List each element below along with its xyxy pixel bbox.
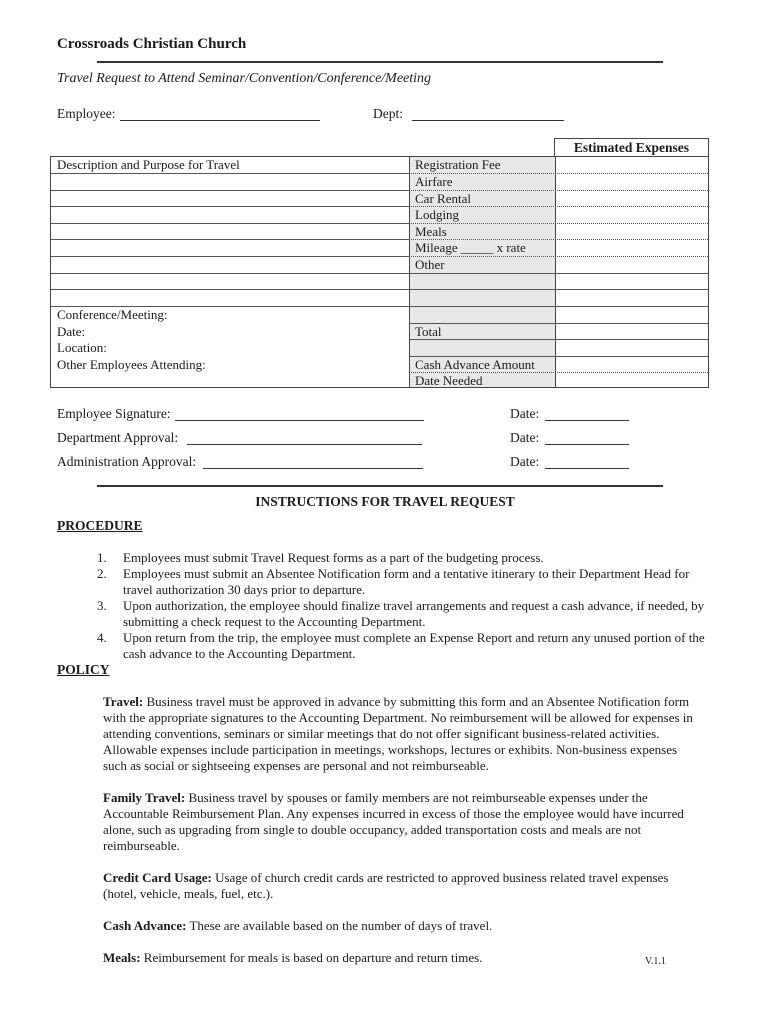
employee-signature-label: Employee Signature: xyxy=(57,406,171,421)
row-divider xyxy=(409,306,708,307)
policy-text: Usage of church credit cards are restricted to approved business related travel expenses (hotel, vehicle, meals, fuel, etc.). xyxy=(103,870,669,901)
procedure-heading: PROCEDURE xyxy=(57,518,143,533)
conference-label: Conference/Meeting: xyxy=(57,307,168,322)
row-divider xyxy=(51,289,409,290)
header-divider xyxy=(97,61,663,63)
list-item xyxy=(97,630,707,662)
expense-item: Other xyxy=(415,257,445,272)
location-label: Location: xyxy=(57,340,107,355)
row-divider xyxy=(51,256,409,257)
policy-label: Family Travel: xyxy=(103,790,186,805)
administration-approval-label: Administration Approval: xyxy=(57,454,197,469)
expense-item: Car Rental xyxy=(415,191,471,206)
list-number: 2. xyxy=(97,566,107,581)
list-item xyxy=(97,566,707,598)
row-divider xyxy=(409,273,708,274)
expense-item: Lodging xyxy=(415,207,460,222)
date-label: Date: xyxy=(510,454,540,469)
dept-label: Dept: xyxy=(373,106,403,121)
policy-meals xyxy=(103,950,623,966)
policy-label: Cash Advance: xyxy=(103,918,187,933)
expense-item: Mileage _____ x rate xyxy=(415,240,526,255)
policy-label: Travel: xyxy=(103,694,144,709)
dept-field[interactable] xyxy=(412,106,564,121)
list-item xyxy=(97,550,707,566)
list-text: Upon authorization, the employee should finalize travel arrangements and request a cash advance, if needed, by submitting a check request to the Accounting Department. xyxy=(123,598,705,629)
row-divider xyxy=(51,239,409,240)
date-label: Date: xyxy=(57,324,86,339)
department-approval-field[interactable] xyxy=(187,430,422,445)
row-divider xyxy=(409,323,708,324)
administration-approval-field[interactable] xyxy=(203,454,423,469)
policy-travel xyxy=(103,694,703,774)
other-employees-label: Other Employees Attending: xyxy=(57,357,206,372)
estimated-expenses-header: Estimated Expenses xyxy=(554,138,709,156)
list-text: Upon return from the trip, the employee must complete an Expense Report and return any unused portion of the cash advance to the Accounting Department. xyxy=(123,630,705,661)
cash-advance-label: Cash Advance Amount xyxy=(415,357,535,372)
list-number: 3. xyxy=(97,598,107,613)
expense-table xyxy=(50,138,709,388)
policy-label: Meals: xyxy=(103,950,141,965)
church-name: Crossroads Christian Church xyxy=(57,36,247,52)
date-label: Date: xyxy=(510,430,540,445)
column-divider xyxy=(409,157,410,387)
instructions-title: INSTRUCTIONS FOR TRAVEL REQUEST xyxy=(255,494,515,509)
expense-grid xyxy=(50,156,709,388)
list-text: Employees must submit an Absentee Notification form and a tentative itinerary to their Department Head for travel authorization 30 days prior to departure. xyxy=(123,566,690,597)
row-divider xyxy=(51,273,409,274)
policy-heading: POLICY xyxy=(57,662,110,677)
expense-item: Airfare xyxy=(415,174,453,189)
row-divider xyxy=(409,173,708,174)
administration-approval-date-field[interactable] xyxy=(545,454,629,469)
row-divider xyxy=(51,223,409,224)
row-divider xyxy=(409,223,708,224)
row-divider xyxy=(409,256,708,257)
section-divider xyxy=(97,485,663,487)
employee-signature-date-field[interactable] xyxy=(545,406,629,421)
policy-text: Reimbursement for meals is based on departure and return times. xyxy=(140,950,483,965)
procedure-list xyxy=(97,550,707,662)
date-label: Date: xyxy=(510,406,540,421)
policy-family-travel xyxy=(103,790,703,854)
column-divider xyxy=(555,157,556,387)
policy-text: Business travel must be approved in advance by submitting this form and an Absentee Notification form with the appropriate signatures to the Accounting Department. No reimbursement will be allowed for expenses in attending conventions, seminars or similar meetings that do not offer significant business-related activities. Allowable expenses include participation in meetings, workshops, lectures or exhibits. Non-business expenses such as social or sightseeing expenses are personal and not reimburseable. xyxy=(103,694,693,773)
form-subtitle: Travel Request to Attend Seminar/Convention/Conference/Meeting xyxy=(57,71,432,86)
employee-field[interactable] xyxy=(120,106,320,121)
row-divider xyxy=(51,190,409,191)
date-needed-label: Date Needed xyxy=(415,373,483,388)
expense-item: Meals xyxy=(415,224,447,239)
list-number: 4. xyxy=(97,630,107,645)
policy-text: These are available based on the number of days of travel. xyxy=(186,918,493,933)
department-approval-date-field[interactable] xyxy=(545,430,629,445)
policy-text: Business travel by spouses or family members are not reimburseable expenses under the Accountable Reimbursement Plan. Any expenses incurred in excess of those the employee would have incurred alone, such as upgrading from single to double occupancy, added transportation costs and meals are not reimburseable. xyxy=(103,790,684,853)
employee-signature-field[interactable] xyxy=(175,406,424,421)
row-divider xyxy=(51,173,409,174)
row-divider xyxy=(409,339,708,340)
policy-label: Credit Card Usage: xyxy=(103,870,212,885)
row-divider xyxy=(51,206,409,207)
department-approval-label: Department Approval: xyxy=(57,430,179,445)
policy-credit-card xyxy=(103,870,703,902)
list-item xyxy=(97,598,707,630)
total-label: Total xyxy=(415,324,442,339)
row-divider xyxy=(409,289,708,290)
policy-cash-advance xyxy=(103,918,703,934)
list-text: Employees must submit Travel Request forms as a part of the budgeting process. xyxy=(123,550,544,565)
version-label: V.1.1 xyxy=(645,956,666,967)
employee-label: Employee: xyxy=(57,106,116,121)
expense-item: Registration Fee xyxy=(415,157,501,172)
list-number: 1. xyxy=(97,550,107,565)
description-label: Description and Purpose for Travel xyxy=(57,157,240,172)
